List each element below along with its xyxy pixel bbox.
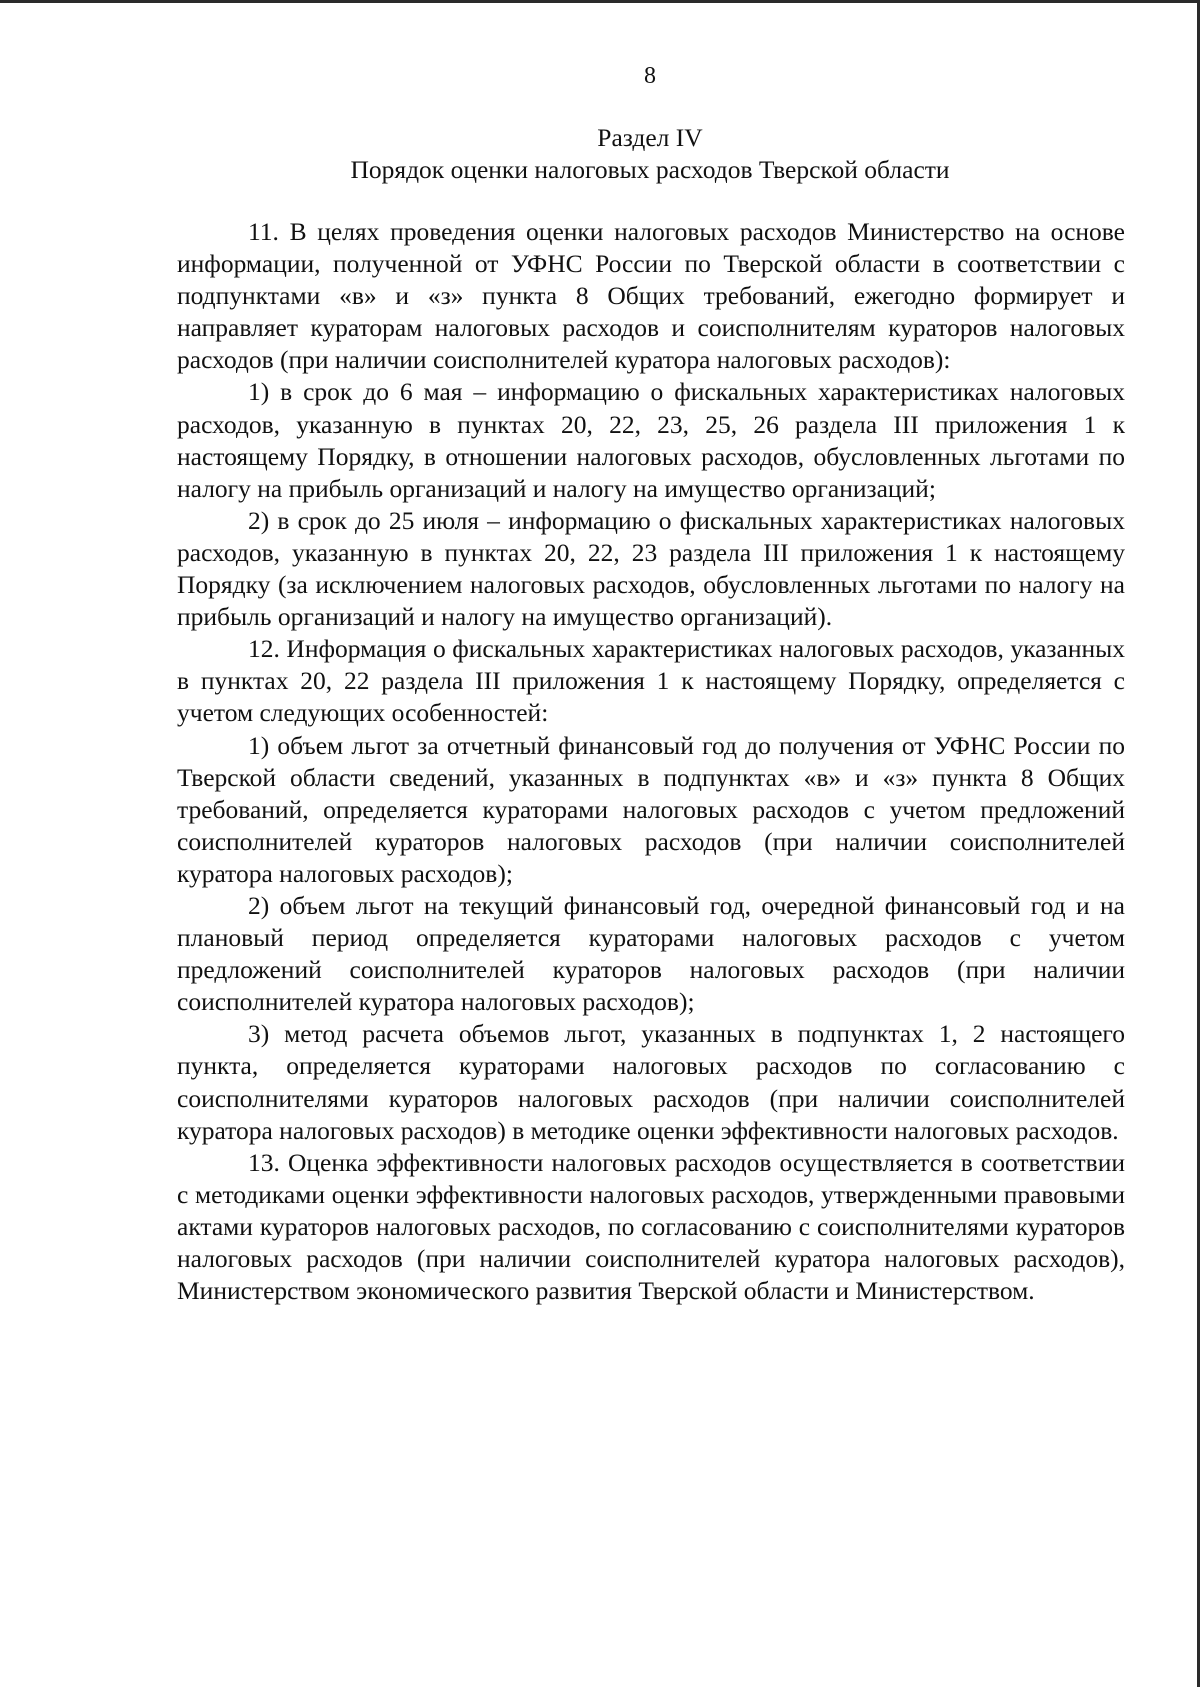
scan-edge-top: [0, 0, 1200, 3]
section-label: Раздел IV: [597, 123, 703, 152]
paragraph-12: 12. Информация о фискальных характеристиках налоговых расходов, указанных в пунктах 20, 22 раздела III приложения 1 к настоящему Порядку, определяется с учетом следующих особенностей:: [177, 634, 1125, 728]
paragraph-11: 11. В целях проведения оценки налоговых расходов Министерство на основе информации, полученной от УФНС России по Тверской области в соответствии с подпунктами «в» и «з» пункта 8 Общих требований, ежегодно формирует и направляет кураторам налоговых расходов и соисполнителям кураторов налоговых расходов (при наличии соисполнителей куратора налоговых расходов):: [177, 217, 1125, 375]
paragraph-11-item-2: 2) в срок до 25 июля – информацию о фискальных характеристиках налоговых расходов, указанную в пунктах 20, 22, 23 раздела III приложения 1 к настоящему Порядку (за исключением налоговых расходов, обусловленных льготами по налогу на прибыль организаций и налогу на имущество организаций).: [177, 505, 1125, 632]
paragraph-13: 13. Оценка эффективности налоговых расходов осуществляется в соответствии с методиками оценки эффективности налоговых расходов, утвержденными правовыми актами кураторов налоговых расходов, по согласованию с соисполнителями кураторов налоговых расходов (при наличии соисполнителей куратора налоговых расходов), Министерством экономического развития Тверской области и Министерством.: [177, 1147, 1125, 1306]
section-title: Порядок оценки налоговых расходов Тверской области: [350, 155, 950, 184]
paragraph-11-item-1: 1) в срок до 6 мая – информацию о фискальных характеристиках налоговых расходов, указанную в пунктах 20, 22, 23, 25, 26 раздела III приложения 1 к настоящему Порядку, в отношении налоговых расходов, обусловленных льготами по налогу на прибыль организаций и налогу на имущество организаций;: [177, 377, 1125, 503]
document-body: [177, 216, 1125, 1307]
page-number: 8: [644, 63, 656, 89]
paragraph-12-item-2: 2) объем льгот на текущий финансовый год, очередной финансовый год и на плановый период определяется кураторами налоговых расходов с учетом предложений соисполнителей кураторов налоговых расходов (при наличии соисполнителей куратора налоговых расходов);: [177, 890, 1125, 1017]
paragraph-12-item-3: 3) метод расчета объемов льгот, указанных в подпунктах 1, 2 настоящего пункта, определяется кураторами налоговых расходов по согласованию с соисполнителями кураторов налоговых расходов (при наличии соисполнителей куратора налоговых расходов) в методике оценки эффективности налоговых расходов.: [177, 1019, 1125, 1145]
paragraph-12-item-1: 1) объем льгот за отчетный финансовый год до получения от УФНС России по Тверской области сведений, указанных в подпунктах «в» и «з» пункта 8 Общих требований, определяется кураторами налоговых расходов с учетом предложений соисполнителей кураторов налоговых расходов (при наличии соисполнителей куратора налоговых расходов);: [177, 730, 1125, 888]
